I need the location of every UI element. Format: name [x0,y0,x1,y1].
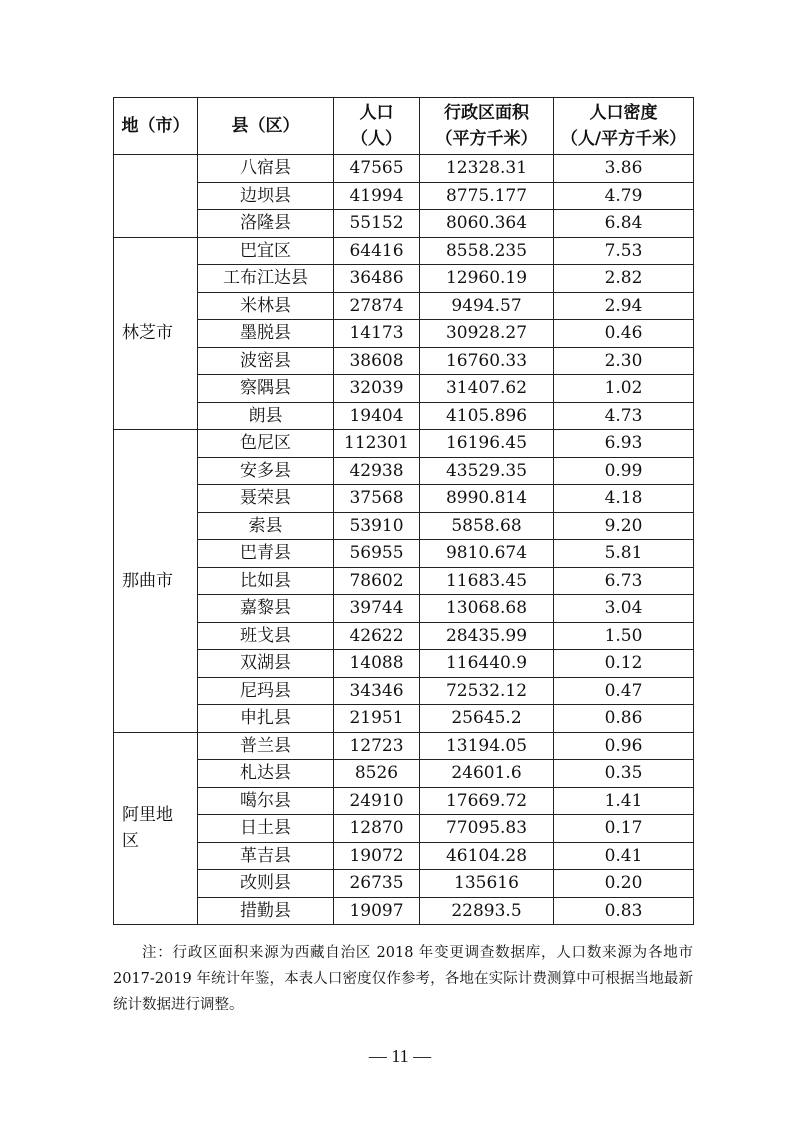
density-cell: 0.47 [554,677,694,705]
density-cell: 2.94 [554,292,694,320]
area-cell: 9810.674 [420,540,554,568]
area-cell: 8558.235 [420,237,554,265]
county-cell: 安多县 [198,457,334,485]
density-cell: 6.93 [554,430,694,458]
header-county: 县（区） [198,98,334,155]
area-cell: 116440.9 [420,650,554,678]
density-cell: 0.86 [554,705,694,733]
county-cell: 聂荣县 [198,485,334,513]
table-row [114,265,694,293]
table-row [114,897,694,925]
header-population-line2: （人） [351,129,402,149]
density-cell: 4.79 [554,182,694,210]
area-cell: 30928.27 [420,320,554,348]
county-cell: 普兰县 [198,732,334,760]
density-cell: 0.83 [554,897,694,925]
density-cell: 2.82 [554,265,694,293]
population-cell: 56955 [334,540,420,568]
area-cell: 12960.19 [420,265,554,293]
area-cell: 77095.83 [420,815,554,843]
area-cell: 22893.5 [420,897,554,925]
population-cell: 8526 [334,760,420,788]
density-cell: 0.20 [554,870,694,898]
area-cell: 17669.72 [420,787,554,815]
county-cell: 巴宜区 [198,237,334,265]
table-body [114,155,694,925]
population-cell: 41994 [334,182,420,210]
county-cell: 边坝县 [198,182,334,210]
header-area-line2: （平方千米） [435,129,538,149]
header-region: 地（市） [114,98,198,155]
density-cell: 2.30 [554,347,694,375]
table-row [114,182,694,210]
table-header-row [114,98,694,155]
area-cell: 16760.33 [420,347,554,375]
table-row [114,787,694,815]
header-population [334,98,420,155]
county-cell: 洛隆县 [198,210,334,238]
county-cell: 申扎县 [198,705,334,733]
county-cell: 察隅县 [198,375,334,403]
area-cell: 43529.35 [420,457,554,485]
table-row [114,430,694,458]
header-population-line1: 人口 [359,103,394,123]
density-cell: 0.17 [554,815,694,843]
density-cell: 0.41 [554,842,694,870]
density-cell: 0.12 [554,650,694,678]
area-cell: 28435.99 [420,622,554,650]
region-cell: 林芝市 [114,237,198,430]
density-cell: 6.73 [554,567,694,595]
area-cell: 25645.2 [420,705,554,733]
population-cell: 55152 [334,210,420,238]
header-density-line1: 人口密度 [589,103,658,123]
population-cell: 27874 [334,292,420,320]
county-cell: 工布江达县 [198,265,334,293]
population-cell: 36486 [334,265,420,293]
table-row [114,292,694,320]
table-row [114,512,694,540]
population-cell: 34346 [334,677,420,705]
area-cell: 46104.28 [420,842,554,870]
table-row [114,540,694,568]
population-cell: 12870 [334,815,420,843]
county-cell: 墨脱县 [198,320,334,348]
table-row [114,347,694,375]
population-cell: 39744 [334,595,420,623]
density-cell: 6.84 [554,210,694,238]
density-cell: 0.35 [554,760,694,788]
population-cell: 19072 [334,842,420,870]
table-row [114,760,694,788]
county-cell: 波密县 [198,347,334,375]
table-row [114,677,694,705]
county-cell: 双湖县 [198,650,334,678]
density-cell: 0.99 [554,457,694,485]
population-cell: 24910 [334,787,420,815]
area-cell: 16196.45 [420,430,554,458]
area-cell: 8775.177 [420,182,554,210]
area-cell: 11683.45 [420,567,554,595]
table-row [114,375,694,403]
area-cell: 24601.6 [420,760,554,788]
table-footnote: 注：行政区面积来源为西藏自治区 2018 年变更调查数据库，人口数来源为各地市 2017-2019 年统计年鉴，本表人口密度仅作参考，各地在实际计费测算中可根据当地最新统计数据进行调整。 [113,945,693,1013]
table-row [114,705,694,733]
density-cell: 3.04 [554,595,694,623]
area-cell: 13194.05 [420,732,554,760]
population-cell: 42938 [334,457,420,485]
county-cell: 日土县 [198,815,334,843]
county-cell: 措勤县 [198,897,334,925]
population-cell: 112301 [334,430,420,458]
population-cell: 19097 [334,897,420,925]
area-cell: 8060.364 [420,210,554,238]
density-cell: 7.53 [554,237,694,265]
county-cell: 革吉县 [198,842,334,870]
county-cell: 色尼区 [198,430,334,458]
population-cell: 37568 [334,485,420,513]
population-cell: 21951 [334,705,420,733]
table-row [114,320,694,348]
region-cell: 那曲市 [114,430,198,733]
region-cell: 阿里地区 [114,732,198,925]
table-row [114,870,694,898]
area-cell: 5858.68 [420,512,554,540]
density-cell: 0.96 [554,732,694,760]
table-row [114,210,694,238]
county-cell: 嘉黎县 [198,595,334,623]
population-cell: 14173 [334,320,420,348]
density-cell: 9.20 [554,512,694,540]
population-cell: 38608 [334,347,420,375]
density-cell: 0.46 [554,320,694,348]
population-cell: 53910 [334,512,420,540]
header-area [420,98,554,155]
population-cell: 12723 [334,732,420,760]
county-cell: 噶尔县 [198,787,334,815]
area-cell: 8990.814 [420,485,554,513]
table-row [114,457,694,485]
table-row [114,815,694,843]
density-cell: 3.86 [554,155,694,183]
area-cell: 72532.12 [420,677,554,705]
county-cell: 札达县 [198,760,334,788]
population-cell: 26735 [334,870,420,898]
area-cell: 4105.896 [420,402,554,430]
density-cell: 4.73 [554,402,694,430]
density-cell: 1.02 [554,375,694,403]
density-cell: 1.41 [554,787,694,815]
area-cell: 12328.31 [420,155,554,183]
area-cell: 13068.68 [420,595,554,623]
density-cell: 1.50 [554,622,694,650]
table-row [114,237,694,265]
region-cell [114,155,198,238]
county-cell: 改则县 [198,870,334,898]
table-row [114,155,694,183]
population-cell: 14088 [334,650,420,678]
population-cell: 64416 [334,237,420,265]
density-cell: 4.18 [554,485,694,513]
area-cell: 135616 [420,870,554,898]
population-cell: 42622 [334,622,420,650]
county-cell: 比如县 [198,567,334,595]
population-cell: 19404 [334,402,420,430]
table-row [114,485,694,513]
table-row [114,595,694,623]
page-number: — 11 — [368,1046,432,1066]
table-row [114,842,694,870]
county-cell: 朗县 [198,402,334,430]
county-cell: 索县 [198,512,334,540]
population-density-table [113,97,694,925]
population-cell: 78602 [334,567,420,595]
county-cell: 巴青县 [198,540,334,568]
population-cell: 32039 [334,375,420,403]
population-cell: 47565 [334,155,420,183]
header-density-line2: （人/平方千米） [560,129,687,149]
county-cell: 八宿县 [198,155,334,183]
density-cell: 5.81 [554,540,694,568]
header-density [554,98,694,155]
table-row [114,732,694,760]
table-row [114,402,694,430]
county-cell: 米林县 [198,292,334,320]
county-cell: 班戈县 [198,622,334,650]
table-row [114,650,694,678]
header-area-line1: 行政区面积 [444,103,529,123]
county-cell: 尼玛县 [198,677,334,705]
table-row [114,567,694,595]
area-cell: 9494.57 [420,292,554,320]
table-row [114,622,694,650]
area-cell: 31407.62 [420,375,554,403]
